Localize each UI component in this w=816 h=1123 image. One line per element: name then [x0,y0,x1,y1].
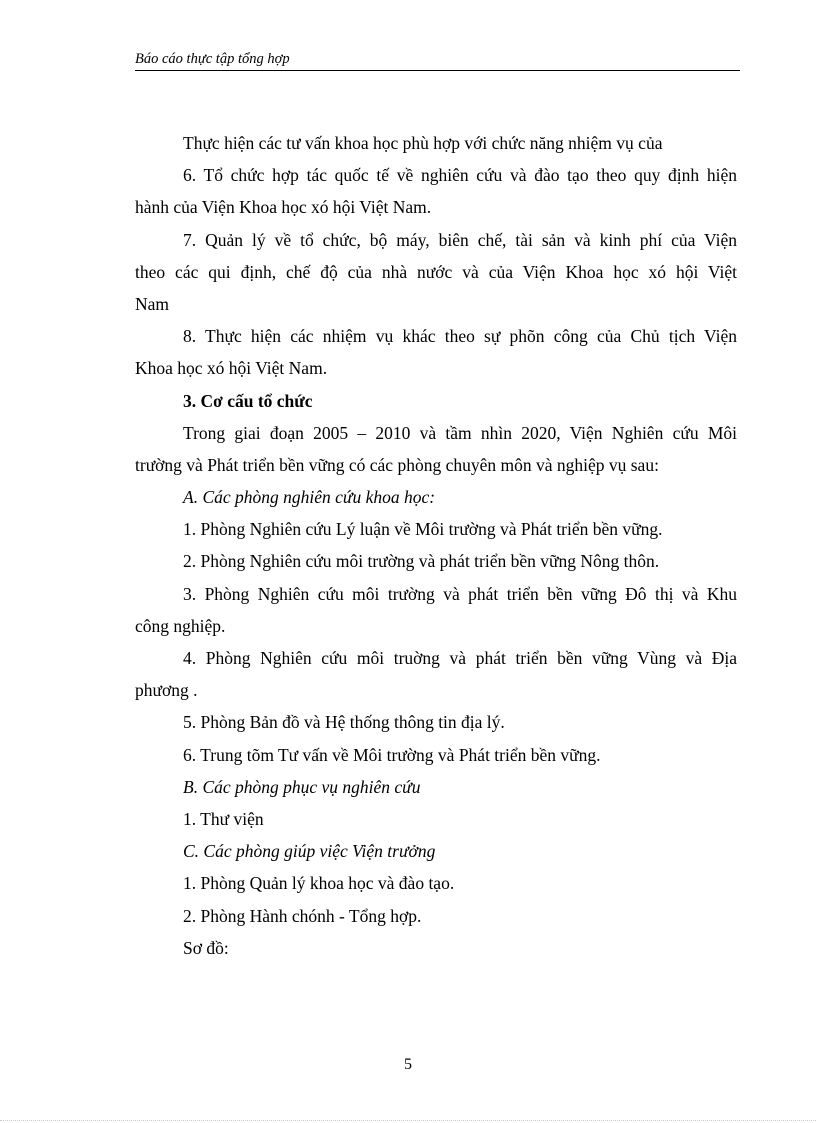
paragraph-line: 6. Tổ chức hợp tác quốc tế về nghiên cứu và đào tạo theo quy định hiện [183,165,737,186]
paragraph-line: Trong giai đoạn 2005 – 2010 và tầm nhìn 2020, Viện Nghiên cứu Môi [183,422,737,443]
list-item: 1. Phòng Quản lý khoa học và đào tạo. [183,873,455,894]
paragraph-line: theo các qui định, chế độ của nhà nước và của Viện Khoa học xó hội Việt [135,261,737,282]
paragraph-line: hành của Viện Khoa học xó hội Việt Nam. [135,197,432,218]
page-bottom-border [0,1120,816,1121]
subsection-heading: B. Các phòng phục vụ nghiên cứu [183,776,421,797]
list-item: 3. Phòng Nghiên cứu môi trường và phát triển bền vững Đô thị và Khu [183,583,737,604]
list-item: 2. Phòng Hành chónh - Tổng hợp. [183,905,422,926]
header-title: Báo cáo thực tập tổng hợp [135,51,290,67]
paragraph-line: Khoa học xó hội Việt Nam. [135,358,328,379]
page-header [135,50,740,71]
list-item: 5. Phòng Bản đồ và Hệ thống thông tin địa lý. [183,712,505,733]
list-item: 1. Phòng Nghiên cứu Lý luận về Môi trường và Phát triển bền vững. [183,519,663,540]
paragraph-line: Nam [135,293,170,314]
section-heading: 3. Cơ cấu tổ chức [183,390,313,411]
document-body [135,127,737,964]
subsection-heading: A. Các phòng nghiên cứu khoa học: [183,487,436,508]
list-item: 2. Phòng Nghiên cứu môi trường và phát triển bền vững Nông thôn. [183,551,660,572]
list-item: 4. Phòng Nghiên cứu môi truờng và phát triển bền vững Vùng và Địa [183,648,737,668]
list-item-continuation: phương . [135,680,198,701]
paragraph-line: trường và Phát triển bền vững có các phòng chuyên môn và nghiệp vụ sau: [135,454,659,475]
subsection-heading: C. Các phòng giúp việc Viện trưởng [183,841,436,862]
diagram-label: Sơ đồ: [183,937,229,958]
paragraph-line: 7. Quản lý về tổ chức, bộ máy, biên chế, tài sản và kinh phí của Viện [183,229,737,250]
page-number: 5 [404,1056,412,1073]
paragraph-line: 8. Thực hiện các nhiệm vụ khác theo sự phõn công của Chủ tịch Viện [183,326,737,347]
list-item: 1. Thư viện [183,808,264,829]
paragraph-line: Thực hiện các tư vấn khoa học phù hợp với chức năng nhiệm vụ của [183,133,663,153]
list-item-continuation: công nghiệp. [135,615,226,636]
list-item: 6. Trung tõm Tư vấn về Môi trường và Phát triển bền vững. [183,744,601,765]
